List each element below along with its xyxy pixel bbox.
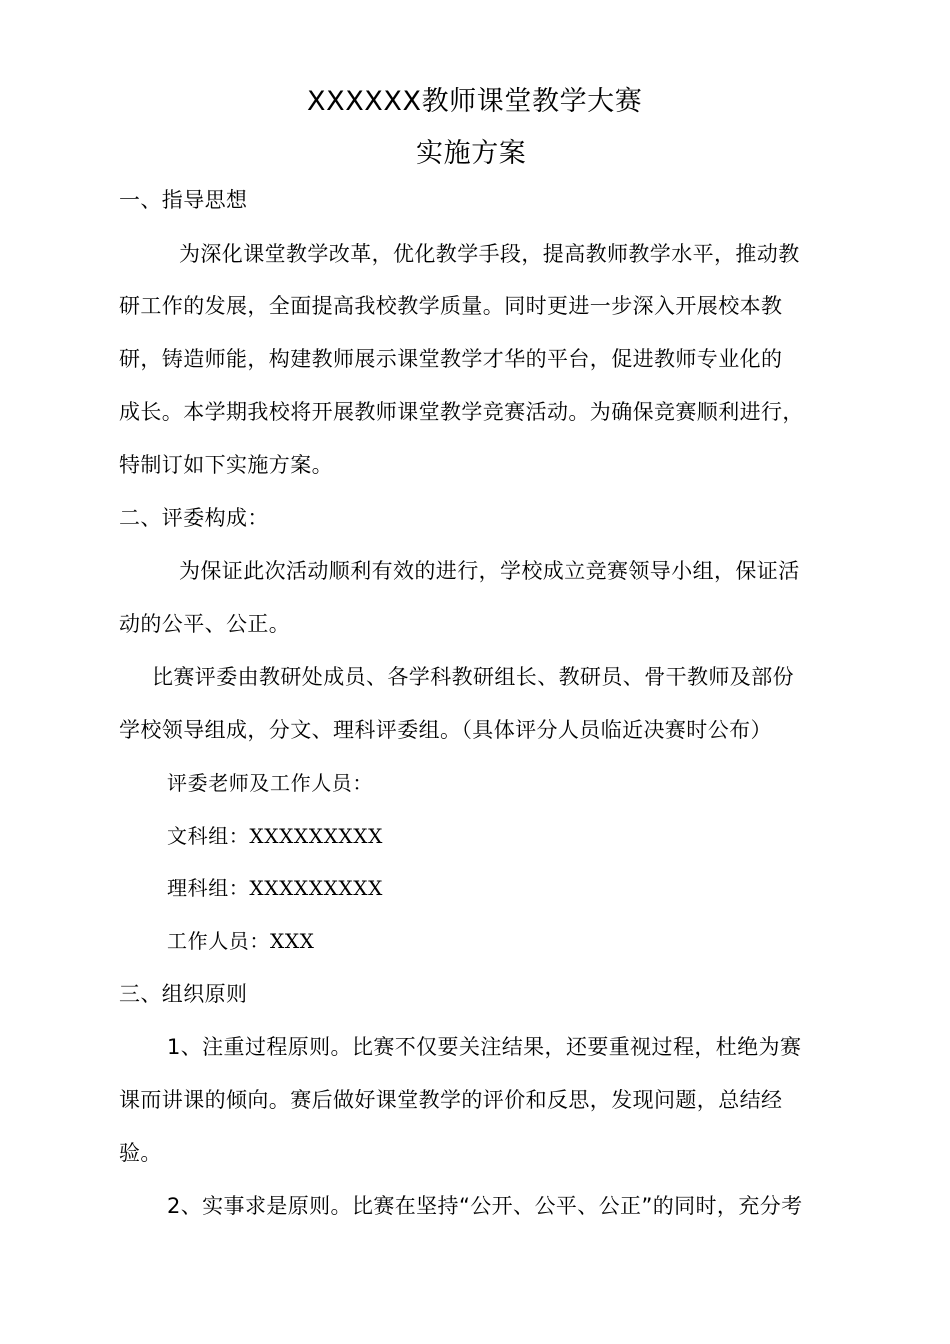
section-2-paragraph-1-line: 动的公平、公正。 <box>119 612 291 636</box>
staff-members: 工作人员：XXX <box>167 929 315 953</box>
section-3-heading: 三、组织原则 <box>119 982 248 1006</box>
principle-1-line: 验。 <box>119 1141 162 1165</box>
section-2-paragraph-2-line: 比赛评委由教研处成员、各学科教研组长、教研员、骨干教师及部份 <box>152 665 794 689</box>
section-1-line: 研，铸造师能，构建教师展示课堂教学才华的平台，促进教师专业化的 <box>119 347 783 371</box>
section-1-line: 特制订如下实施方案。 <box>119 453 333 477</box>
principle-2-line: 2、实事求是原则。比赛在坚持“公开、公平、公正”的同时，充分考 <box>167 1194 803 1218</box>
document-title-line-2: 实施方案 <box>416 138 527 169</box>
principle-1-line: 1、注重过程原则。比赛不仅要关注结果，还要重视过程，杜绝为赛 <box>167 1035 802 1059</box>
section-1-line: 研工作的发展，全面提高我校教学质量。同时更进一步深入开展校本教 <box>119 294 783 318</box>
section-1-line: 为深化课堂教学改革，优化教学手段，提高教师教学水平，推动教 <box>179 242 800 266</box>
document-title-line-1: XXXXXX教师课堂教学大赛 <box>307 86 643 117</box>
science-group: 理科组：XXXXXXXXX <box>167 876 383 900</box>
section-2-paragraph-2-line: 学校领导组成，分文、理科评委组。（具体评分人员临近决赛时公布） <box>119 718 772 742</box>
principle-1-line: 课而讲课的倾向。赛后做好课堂教学的评价和反思，发现问题，总结经 <box>119 1088 783 1112</box>
judges-heading: 评委老师及工作人员： <box>167 771 373 795</box>
section-1-line: 成长。本学期我校将开展教师课堂教学竞赛活动。为确保竞赛顺利进行， <box>119 400 804 424</box>
liberal-arts-group: 文科组：XXXXXXXXX <box>167 824 383 848</box>
section-1-heading: 一、指导思想 <box>119 188 248 212</box>
section-2-paragraph-1-line: 为保证此次活动顺利有效的进行，学校成立竞赛领导小组，保证活 <box>179 559 800 583</box>
section-2-heading: 二、评委构成： <box>119 506 269 530</box>
